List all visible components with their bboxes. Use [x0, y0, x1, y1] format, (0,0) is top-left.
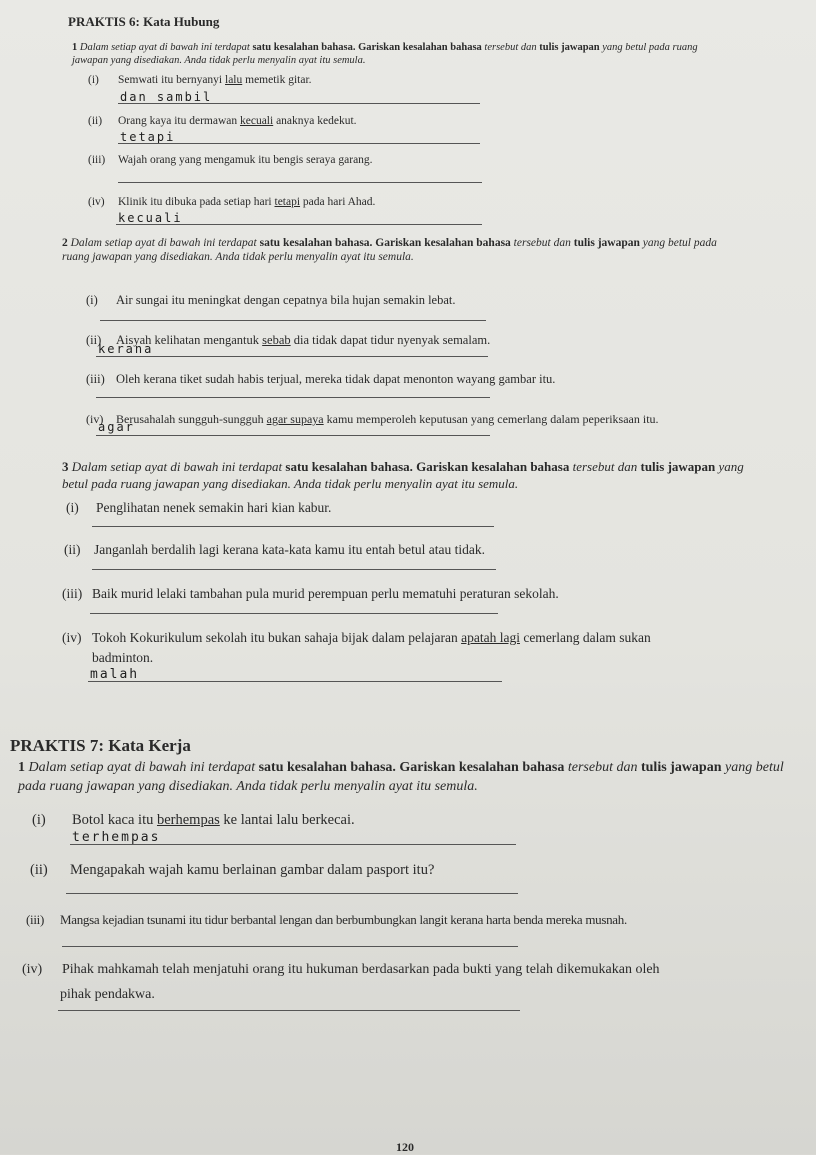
p6-s1-item-4: (iv) Klinik itu dibuka pada setiap hari tetapi pada hari Ahad. — [88, 196, 376, 208]
answer-line[interactable] — [88, 681, 502, 682]
p6-s3-item-3: (iii) Baik murid lelaki tambahan pula murid perempuan perlu mematuhi peraturan sekolah. — [62, 586, 559, 601]
p6-s3-item-4: (iv) Tokoh Kokurikulum sekolah itu bukan sahaja bijak dalam pelajaran apatah lagi cemerlang dalam sukan — [62, 630, 651, 645]
p7-s1-item-4-cont: pihak pendakwa. — [60, 987, 155, 1002]
p7-s1-item-2: (ii) Mengapakah wajah kamu berlainan gambar dalam pasport itu? — [30, 862, 435, 878]
p7-s1-item-1: (i) Botol kaca itu berhempas ke lantai lalu berkecai. — [32, 812, 355, 828]
answer-line[interactable] — [96, 397, 490, 398]
p6-s1-instruction: 1 Dalam setiap ayat di bawah ini terdapat satu kesalahan bahasa. Gariskan kesalahan bahasa tersebut dan tulis jawapan yang betul pada ruang jawapan yang disediakan. Anda tidak perlu menyalin ayat itu semula. — [72, 42, 698, 66]
answer-line[interactable] — [92, 569, 496, 570]
p6-s2-item-3: (iii) Oleh kerana tiket sudah habis terjual, mereka tidak dapat menonton wayang gambar itu. — [86, 372, 556, 386]
answer-line[interactable] — [66, 893, 518, 894]
answer-line[interactable] — [100, 320, 486, 321]
p6-s3-item-2: (ii) Janganlah berdalih lagi kerana kata-kata kamu itu entah betul atau tidak. — [64, 542, 485, 557]
p6-s2-instruction: 2 Dalam setiap ayat di bawah ini terdapat satu kesalahan bahasa. Gariskan kesalahan bahasa tersebut dan tulis jawapan yang betul pada ruang jawapan yang disediakan. Anda tidak perlu menyalin ayat itu semula. — [62, 237, 717, 263]
p7-s1-instruction: 1 Dalam setiap ayat di bawah ini terdapat satu kesalahan bahasa. Gariskan kesalahan bahasa tersebut dan tulis jawapan yang betul pada ruang jawapan yang disediakan. Anda tidak perlu menyalin ayat itu semula. — [18, 760, 784, 794]
answer-line[interactable] — [96, 356, 488, 357]
p6-s2-item-4: (iv) Berusahalah sungguh-sungguh agar supaya kamu memperoleh keputusan yang cemerlang dalam peperiksaan itu. — [86, 412, 659, 426]
answer-line[interactable] — [118, 143, 480, 144]
p6-s3-item-1: (i) Penglihatan nenek semakin hari kian kabur. — [66, 500, 332, 515]
p6-s1-answer-2: tetapi — [120, 130, 176, 144]
page-number: 120 — [396, 1140, 414, 1154]
answer-line[interactable] — [62, 946, 518, 947]
p6-s2-item-2: (ii) Aisyah kelihatan mengantuk sebab dia tidak dapat tidur nyenyak semalam. — [86, 333, 491, 347]
praktis-7-title: PRAKTIS 7: Kata Kerja — [10, 736, 191, 755]
answer-line[interactable] — [116, 224, 482, 225]
praktis-6-title: PRAKTIS 6: Kata Hubung — [68, 14, 220, 29]
p7-s1-item-3: (iii) Mangsa kejadian tsunami itu tidur berbantal lengan dan berbumbungkan langit kerana harta benda mereka musnah. — [26, 912, 627, 927]
p6-s3-answer-4: malah — [90, 667, 140, 682]
p7-s1-answer-1: terhempas — [72, 830, 161, 845]
p6-s3-instruction: 3 Dalam setiap ayat di bawah ini terdapat satu kesalahan bahasa. Gariskan kesalahan bahasa tersebut dan tulis jawapan yang betul pada ruang jawapan yang disediakan. Anda tidak perlu menyalin ayat itu semula. — [62, 459, 744, 491]
answer-line[interactable] — [118, 182, 482, 183]
p6-s1-item-2: (ii) Orang kaya itu dermawan kecuali anaknya kedekut. — [88, 115, 357, 127]
answer-line[interactable] — [70, 844, 516, 845]
p6-s1-answer-4: kecuali — [118, 211, 183, 225]
answer-line[interactable] — [58, 1010, 520, 1011]
p6-s1-item-1: (i) Semwati itu bernyanyi lalu memetik gitar. — [88, 74, 312, 86]
p7-s1-item-4: (iv) Pihak mahkamah telah menjatuhi orang itu hukuman berdasarkan pada bukti yang telah dikemukakan oleh — [22, 962, 660, 977]
p6-s2-answer-2: kerana — [98, 342, 154, 356]
p6-s2-item-1: (i) Air sungai itu meningkat dengan cepatnya bila hujan semakin lebat. — [86, 293, 456, 307]
p6-s1-item-3: (iii) Wajah orang yang mengamuk itu bengis seraya garang. — [88, 154, 373, 166]
answer-line[interactable] — [90, 613, 498, 614]
p6-s2-answer-4: agar — [98, 420, 135, 434]
p6-s3-item-4-cont: badminton. — [92, 650, 154, 665]
p6-s1-answer-1: dan sambil — [120, 90, 213, 104]
answer-line[interactable] — [96, 435, 490, 436]
answer-line[interactable] — [92, 526, 494, 527]
answer-line[interactable] — [118, 103, 480, 104]
